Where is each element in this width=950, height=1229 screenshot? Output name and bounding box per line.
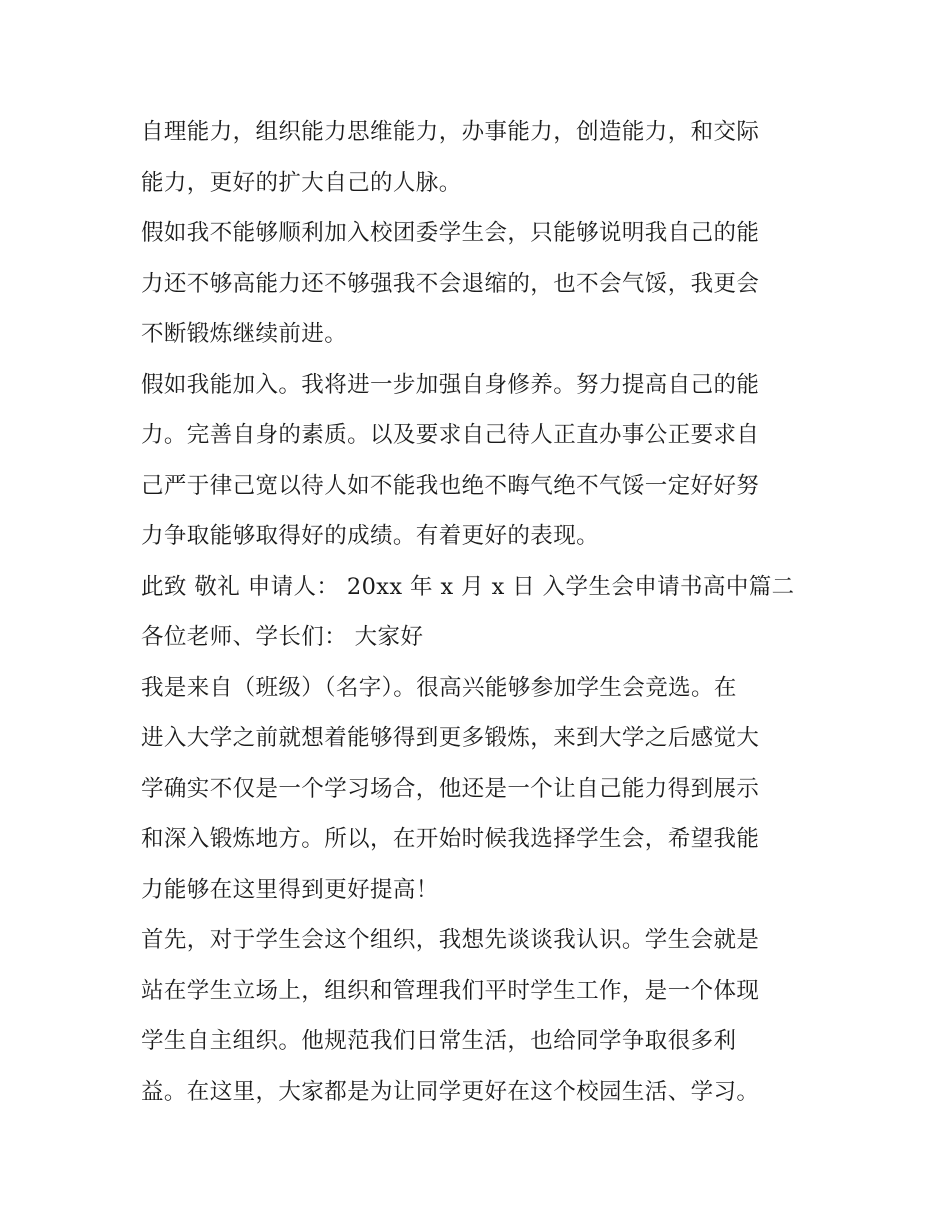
text-line: 力。完善自身的素质。以及要求自己待人正直办事公正要求自 (141, 422, 760, 448)
text-line: 力能够在这里得到更好提高！ (141, 876, 439, 903)
text-line: 各位老师、学长们： 大家好 (141, 624, 424, 650)
text-line: 学确实不仅是一个学习场合，他还是一个让自己能力得到展示 (141, 775, 760, 802)
text-line: 益。在这里，大家都是为让同学更好在这个校园生活、学习。 (141, 1078, 760, 1105)
text-line: 此致 敬礼 申请人： 20xx 年 x 月 x 日 入学生会申请书高中篇二 (141, 573, 795, 600)
text-line: 力还不够高能力还不够强我不会退缩的，也不会气馁，我更会 (141, 270, 760, 297)
text-line: 站在学生立场上，组织和管理我们平时学生工作，是一个体现 (141, 977, 760, 1004)
text-line: 进入大学之前就想着能够得到更多锻炼，来到大学之后感觉大 (141, 725, 760, 751)
text-line: 学生自主组织。他规范我们日常生活，也给同学争取很多利 (141, 1028, 737, 1054)
text-line: 不断锻炼继续前进。 (141, 321, 348, 347)
text-line: 己严于律己宽以待人如不能我也绝不晦气绝不气馁一定好好努 (141, 472, 760, 499)
text-line: 首先，对于学生会这个组织，我想先谈谈我认识。学生会就是 (141, 927, 760, 953)
text-line: 力争取能够取得好的成绩。有着更好的表现。 (141, 523, 600, 549)
document-body (141, 107, 821, 1117)
text-line: 假如我能加入。我将进一步加强自身修养。努力提高自己的能 (141, 371, 760, 398)
text-line: 自理能力，组织能力思维能力，办事能力，创造能力，和交际 (141, 119, 760, 145)
text-line: 假如我不能够顺利加入校团委学生会，只能够说明我自己的能 (141, 220, 760, 246)
text-line: 和深入锻炼地方。所以，在开始时候我选择学生会，希望我能 (141, 826, 760, 852)
text-line: 我是来自（班级）（名字）。很高兴能够参加学生会竞选。在 (141, 674, 737, 701)
text-line: 能力，更好的扩大自己的人脉。 (141, 169, 462, 196)
